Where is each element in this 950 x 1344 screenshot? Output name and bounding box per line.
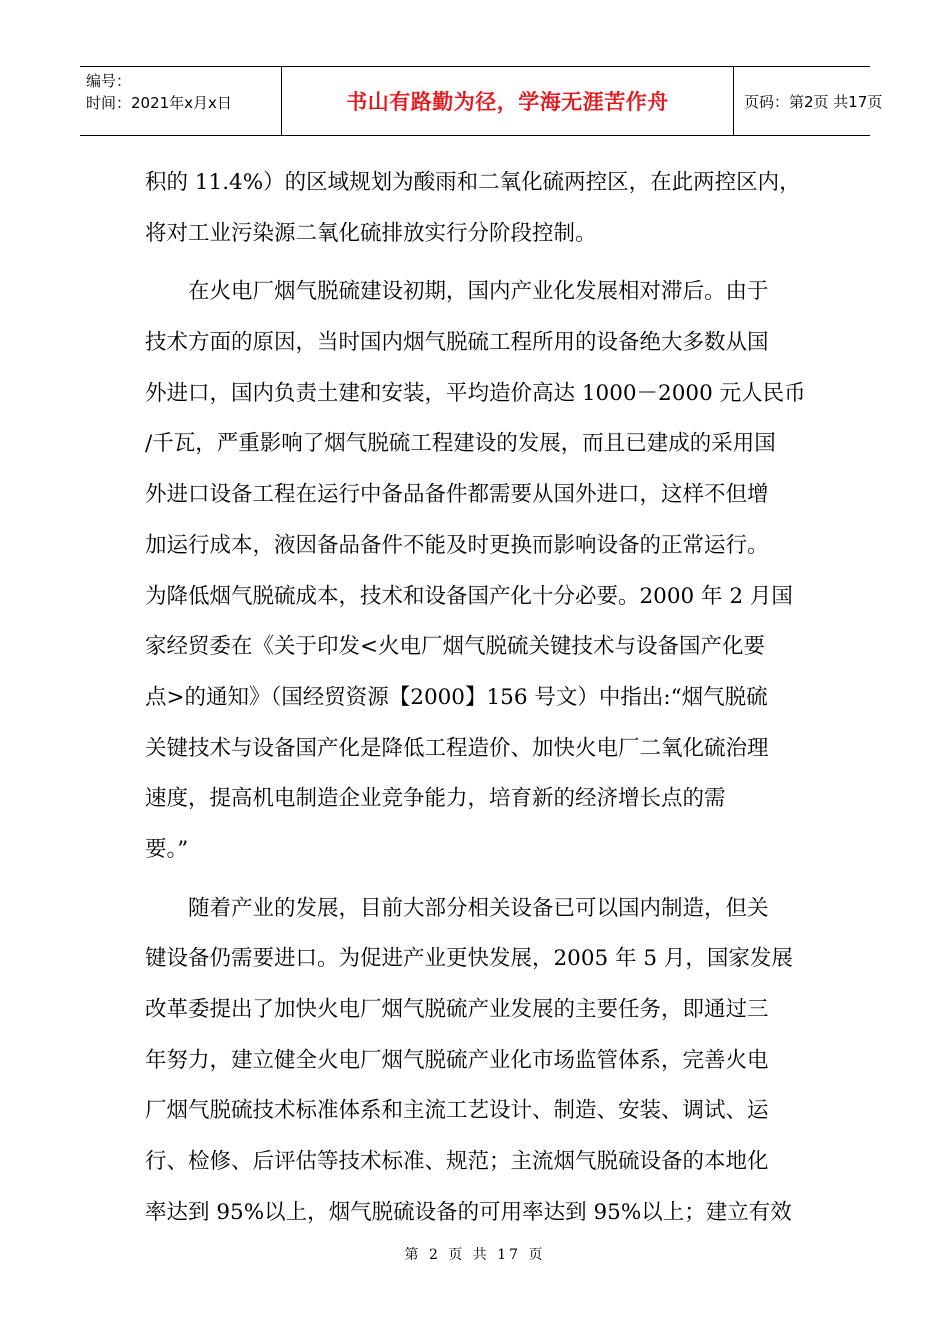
paragraph-3 [145, 884, 810, 1239]
text-line: 率达到 95%以上，烟气脱硫设备的可用率达到 95%以上；建立有效 [145, 1199, 792, 1225]
text-line: 随着产业的发展，目前大部分相关设备已可以国内制造，但关 [188, 895, 769, 921]
text-line: 要。” [145, 836, 189, 862]
text-line: /千瓦，严重影响了烟气脱硫工程建设的发展，而且已建成的采用国 [145, 431, 776, 457]
paragraph-2 [145, 267, 810, 875]
text-line: 外进口设备工程在运行中备品备件都需要从国外进口，这样不但增 [145, 482, 769, 508]
document-number-label: 编号： [86, 72, 132, 90]
text-line: 厂烟气脱硫技术标准体系和主流工艺设计、制造、安装、调试、运 [145, 1098, 769, 1124]
page-header [80, 66, 883, 136]
text-line: 键设备仍需要进口。为促进产业更快发展，2005 年 5 月，国家发展 [145, 946, 793, 972]
text-line: 速度，提高机电制造企业竞争能力，培育新的经济增长点的需 [145, 786, 726, 812]
header-motto-cell [282, 67, 734, 135]
text-line: 改革委提出了加快火电厂烟气脱硫产业发展的主要任务，即通过三 [145, 997, 769, 1022]
text-line: 家经贸委在《关于印发<火电厂烟气脱硫关键技术与设备国产化要 [145, 634, 766, 660]
paragraph-1 [145, 158, 810, 259]
text-line: 在火电厂烟气脱硫建设初期，国内产业化发展相对滞后。由于 [188, 279, 769, 305]
document-body [145, 158, 810, 1238]
text-line: 行、检修、后评估等技术标准、规范；主流烟气脱硫设备的本地化 [145, 1149, 769, 1175]
text-line: 加运行成本，液因备品备件不能及时更换而影响设备的正常运行。 [145, 532, 769, 558]
header-page-info: 页码：第2页 共17页 [744, 92, 883, 111]
header-motto: 书山有路勤为径，学海无涯苦作舟 [346, 90, 669, 114]
text-line: 关键技术与设备国产化是降低工程造价、加快火电厂二氧化硫治理 [145, 735, 769, 761]
text-line: 为降低烟气脱硫成本，技术和设备国产化十分必要。2000 年 2 月国 [145, 583, 793, 609]
page-footer: 第 2 页 共 17 页 [404, 1247, 546, 1263]
text-line: 将对工业污染源二氧化硫排放实行分阶段控制。 [145, 220, 597, 246]
text-line: 外进口，国内负责土建和安装，平均造价高达 1000－2000 元人民币 [145, 380, 806, 406]
text-line: 年努力，建立健全火电厂烟气脱硫产业化市场监管体系，完善火电 [145, 1047, 769, 1073]
text-line: 技术方面的原因，当时国内烟气脱硫工程所用的设备绝大多数从国 [145, 330, 769, 356]
document-date: 时间：2021年x月x日 [86, 94, 232, 112]
text-line: 积的 11.4%）的区域规划为酸雨和二氧化硫两控区，在此两控区内， [145, 170, 801, 195]
header-meta [80, 67, 282, 135]
text-line: 点>的通知》（国经贸资源【2000】156 号文）中指出:“烟气脱硫 [145, 684, 768, 710]
